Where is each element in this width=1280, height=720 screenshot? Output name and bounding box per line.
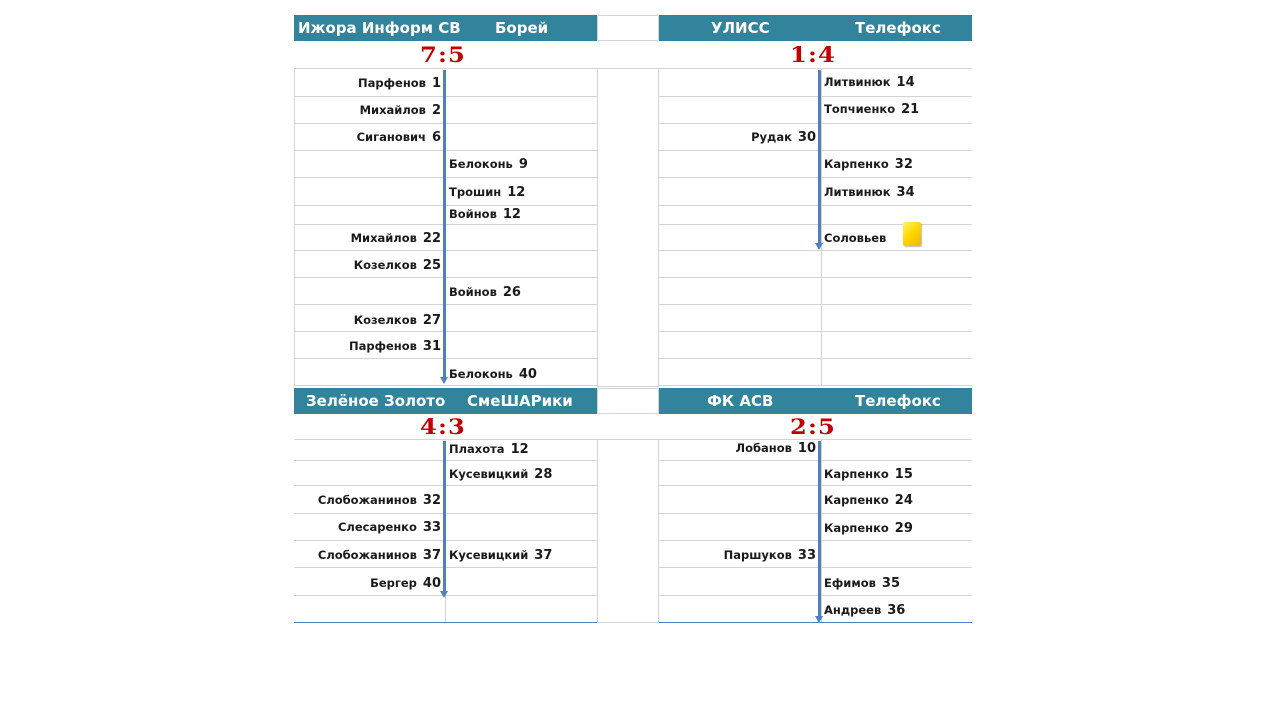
goal-minute: 28 xyxy=(534,467,553,482)
goal-event xyxy=(449,467,552,482)
player-name: Трошин xyxy=(449,185,502,199)
player-name: Литвинюк xyxy=(824,185,891,199)
goal-event xyxy=(824,521,913,536)
player-name: Кусевицкий xyxy=(449,467,529,481)
player-name: Литвинюк xyxy=(824,75,891,89)
match-1-score: 7:5 xyxy=(420,42,466,67)
goal-minute: 37 xyxy=(422,548,441,563)
goal-event xyxy=(824,576,900,591)
player-name: Рудак xyxy=(751,130,792,144)
player-name: Белоконь xyxy=(449,157,513,171)
goal-event xyxy=(751,130,816,145)
goal-minute: 10 xyxy=(797,441,816,456)
match-4-away-team: Телефокс xyxy=(855,392,941,410)
goal-minute: 14 xyxy=(896,75,915,90)
goal-minute: 12 xyxy=(502,207,521,222)
match-2-timeline-arrow xyxy=(818,70,821,244)
match-2-away-team: Телефокс xyxy=(855,19,941,37)
goal-event xyxy=(724,548,816,563)
goal-event xyxy=(349,339,441,354)
goal-event xyxy=(449,285,521,300)
goal-event xyxy=(354,313,441,328)
match-3-score: 4:3 xyxy=(420,414,466,439)
match-1-home-team: Ижора Информ СВ xyxy=(298,19,461,37)
goal-event xyxy=(449,442,529,457)
player-name: Михайлов xyxy=(359,103,426,117)
match-1-away-team: Борей xyxy=(495,19,549,37)
goal-event xyxy=(824,493,913,508)
player-name: Войнов xyxy=(449,285,497,299)
match-1-header xyxy=(294,15,597,41)
player-name: Сиганович xyxy=(356,130,426,144)
player-name: Парфенов xyxy=(348,339,417,353)
goal-event xyxy=(318,493,441,508)
separator-header-bottom xyxy=(597,388,659,414)
player-name: Бергер xyxy=(370,576,417,590)
separator-header-top xyxy=(597,15,659,41)
player-name: Карпенко xyxy=(824,157,889,171)
goal-event xyxy=(338,520,441,535)
goal-event xyxy=(449,185,525,200)
match-4-grid xyxy=(659,439,972,623)
player-name: Парфенов xyxy=(358,76,426,90)
goal-minute: 40 xyxy=(422,576,441,591)
player-name: Кусевицкий xyxy=(449,548,529,562)
goal-minute: 32 xyxy=(894,157,913,172)
goal-event xyxy=(449,207,521,222)
goal-minute: 9 xyxy=(518,157,528,172)
player-name: Карпенко xyxy=(824,467,889,481)
separator-column-top xyxy=(597,68,659,387)
goal-event xyxy=(358,76,441,91)
goal-event xyxy=(824,467,913,482)
match-2-grid xyxy=(659,68,972,386)
goal-event xyxy=(351,231,441,246)
goal-minute: 27 xyxy=(422,313,441,328)
goal-event xyxy=(824,231,892,245)
match-4-score: 2:5 xyxy=(790,414,836,439)
player-name: Войнов xyxy=(449,207,497,221)
goal-minute: 31 xyxy=(422,339,441,354)
goal-minute: 29 xyxy=(894,521,913,536)
match-4-header xyxy=(659,388,972,414)
match-3-header xyxy=(294,388,597,414)
goal-minute: 15 xyxy=(894,467,913,482)
player-name: Лобанов xyxy=(735,441,792,455)
player-name: Плахота xyxy=(449,442,505,456)
player-name: Слобожанинов xyxy=(317,493,417,507)
player-name: Козелков xyxy=(353,258,417,272)
goal-minute: 30 xyxy=(797,130,816,145)
goal-minute: 1 xyxy=(431,76,441,91)
goal-minute: 2 xyxy=(431,103,441,118)
match-2-home-team: УЛИСС xyxy=(711,19,770,37)
yellow-card-icon xyxy=(903,222,921,246)
goal-event xyxy=(449,367,537,382)
goal-event xyxy=(354,258,441,273)
goal-event xyxy=(824,75,915,90)
goal-event xyxy=(824,185,915,200)
match-1-timeline-arrow xyxy=(443,70,446,378)
match-3-away-team: СмеШАРики xyxy=(467,392,573,410)
goal-minute: 34 xyxy=(896,185,915,200)
match-3-bottom-line xyxy=(294,622,597,623)
match-2-score: 1:4 xyxy=(790,42,836,67)
player-name: Козелков xyxy=(353,313,417,327)
player-name: Слобожанинов xyxy=(317,548,417,562)
goal-minute: 33 xyxy=(422,520,441,535)
goal-minute: 12 xyxy=(510,442,529,457)
match-3-timeline-arrow xyxy=(443,441,446,592)
player-name: Соловьев xyxy=(824,231,887,245)
player-name: Андреев xyxy=(824,603,882,617)
goal-event xyxy=(357,130,441,145)
separator-column-bottom xyxy=(597,439,659,623)
goal-minute: 40 xyxy=(518,367,537,382)
player-name: Карпенко xyxy=(824,493,889,507)
goal-event xyxy=(824,157,913,172)
goal-event xyxy=(449,157,528,172)
goal-minute: 37 xyxy=(534,548,553,563)
goal-minute: 32 xyxy=(422,493,441,508)
player-name: Слесаренко xyxy=(337,520,417,534)
player-name: Топчиенко xyxy=(824,102,896,116)
player-name: Ефимов xyxy=(824,576,876,590)
goal-minute: 12 xyxy=(507,185,526,200)
match-4-home-team: ФК АСВ xyxy=(707,392,774,410)
player-name: Паршуков xyxy=(723,548,792,562)
goal-minute: 35 xyxy=(881,576,900,591)
goal-minute: 6 xyxy=(431,130,441,145)
player-name: Белоконь xyxy=(449,367,513,381)
player-name: Карпенко xyxy=(824,521,889,535)
goal-minute: 24 xyxy=(894,493,913,508)
goal-minute: 36 xyxy=(887,603,906,618)
goal-event xyxy=(370,576,441,591)
goal-event xyxy=(318,548,441,563)
goal-event xyxy=(736,441,816,456)
match-3-home-team: Зелёное Золото xyxy=(306,392,446,410)
goal-minute: 21 xyxy=(901,102,920,117)
goal-minute: 25 xyxy=(422,258,441,273)
player-name: Михайлов xyxy=(350,231,417,245)
match-4-timeline-arrow xyxy=(818,441,821,617)
goal-event xyxy=(360,103,441,118)
goal-event xyxy=(824,102,919,117)
goal-event xyxy=(449,548,552,563)
match-2-header xyxy=(659,15,972,41)
goal-minute: 22 xyxy=(422,231,441,246)
goal-minute: 33 xyxy=(797,548,816,563)
goal-minute: 26 xyxy=(502,285,521,300)
goal-event xyxy=(824,603,905,618)
